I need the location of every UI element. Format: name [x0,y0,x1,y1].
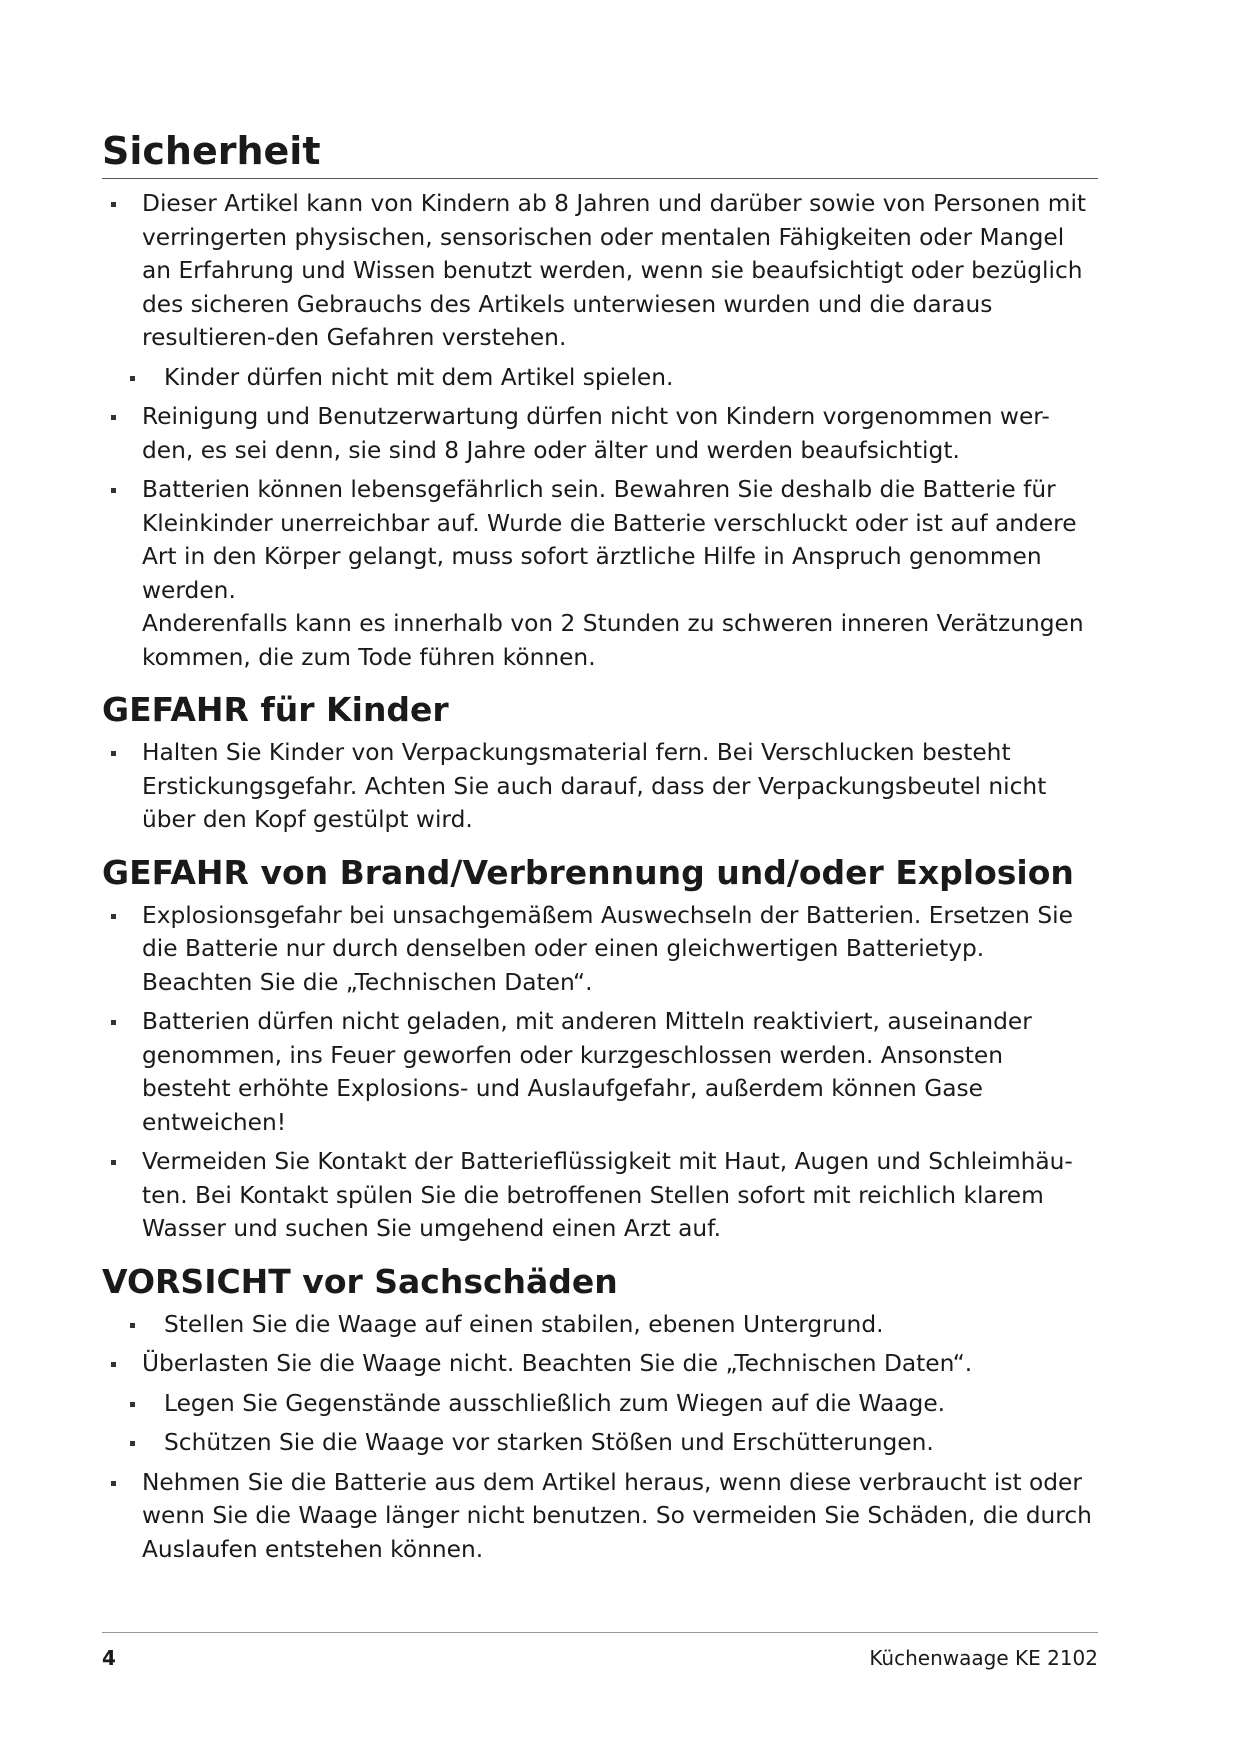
item-text-continued: Anderenfalls kann es innerhalb von 2 Stunden zu schweren inneren Verätzungen kommen, die zum Tode führen können. [142,610,1084,671]
item-text: Stellen Sie die Waage auf einen stabilen, ebenen Untergrund. [164,1310,884,1338]
list-item [102,1426,1098,1460]
item-text: Vermeiden Sie Kontakt der Batterieflüssigkeit mit Haut, Augen und Schleimhäu-ten. Bei Kontakt spülen Sie die betroffenen Stellen sofort mit reichlich klarem Wasser und suchen Sie umgehend einen Arzt auf. [142,1148,1073,1242]
item-text: Reinigung und Benutzerwartung dürfen nicht von Kindern vorgenommen wer-den, es sei denn, sie sind 8 Jahre oder älter und werden beaufsichtigt. [142,403,1050,464]
bullet-icon [111,914,116,919]
bullet-icon [111,415,116,420]
bullet-icon [130,376,135,381]
list-item [102,400,1098,467]
bullet-icon [111,1362,116,1367]
safety-list [102,187,1098,674]
item-text: Halten Sie Kinder von Verpackungsmaterial fern. Bei Verschlucken besteht Erstickungsgefahr. Achten Sie auch darauf, dass der Verpackungsbeutel nicht über den Kopf gestülpt wird. [142,739,1047,833]
bullet-icon [130,1402,135,1407]
bullet-icon [111,1020,116,1025]
list-item [102,1387,1098,1421]
list-item [102,1308,1098,1342]
bullet-icon [111,751,116,756]
item-text: Dieser Artikel kann von Kindern ab 8 Jahren und darüber sowie von Personen mit verringerten physischen, sensorischen oder mentalen Fähigkeiten oder Mangel an Erfahrung und Wissen benutzt werden, wenn sie beaufsichtigt oder bezüglich des sicheren Gebrauchs des Artikels unterwiesen wurden und die daraus resultieren-den Gefahren verstehen. [142,190,1087,351]
document-name: Küchenwaage KE 2102 [869,1646,1098,1670]
list-item [102,1347,1098,1381]
bullet-icon [130,1441,135,1446]
item-text: Legen Sie Gegenstände ausschließlich zum Wiegen auf die Waage. [164,1389,946,1417]
list-item [102,1005,1098,1139]
list-item [102,1466,1098,1567]
page-number: 4 [102,1646,116,1670]
list-item [102,1145,1098,1246]
item-text: Batterien können lebensgefährlich sein. Bewahren Sie deshalb die Batterie für Kleinkinder unerreichbar auf. Wurde die Batterie verschluckt oder ist auf andere Art in den Körper gelangt, muss sofort ärztliche Hilfe in Anspruch genommen werden. [142,476,1077,604]
list-item [102,361,1098,395]
item-text: Schützen Sie die Waage vor starken Stößen und Erschütterungen. [164,1429,934,1456]
list-item [102,473,1098,674]
bullet-icon [111,488,116,493]
item-text: Nehmen Sie die Batterie aus dem Artikel heraus, wenn diese verbraucht ist oder wenn Sie die Waage länger nicht benutzen. So vermeiden Sie Schäden, die durch Auslaufen entstehen können. [142,1468,1092,1563]
footer-divider [102,1632,1098,1633]
section-title-safety: Sicherheit [102,128,1098,179]
section-title-fire: GEFAHR von Brand/Verbrennung und/oder Explosion [102,852,1074,892]
bullet-icon [111,1481,116,1486]
bullet-icon [130,1323,135,1328]
item-text: Kinder dürfen nicht mit dem Artikel spielen. [164,363,674,391]
section-title-children: GEFAHR für Kinder [102,690,449,729]
children-list [102,736,1098,837]
section-title-damage: VORSICHT vor Sachschäden [102,1261,618,1301]
item-text: Überlasten Sie die Waage nicht. Beachten Sie die „Technischen Daten“. [142,1350,973,1377]
list-item [102,899,1098,1000]
bullet-icon [111,1160,116,1165]
damage-list [102,1308,1098,1567]
list-item [102,736,1098,837]
list-item [102,187,1098,355]
item-text: Batterien dürfen nicht geladen, mit anderen Mitteln reaktiviert, auseinander genommen, ins Feuer geworfen oder kurzgeschlossen werden. Ansonsten besteht erhöhte Explosions- und Auslaufgefahr, außerdem können Gase entweichen! [142,1008,1032,1136]
item-text: Explosionsgefahr bei unsachgemäßem Auswechseln der Batterien. Ersetzen Sie die Batterie nur durch denselben oder einen gleichwertigen Batterietyp. Beachten Sie die „Technischen Daten“. [142,901,1073,996]
fire-list [102,899,1098,1246]
bullet-icon [111,202,116,207]
document-page [102,128,1098,1572]
